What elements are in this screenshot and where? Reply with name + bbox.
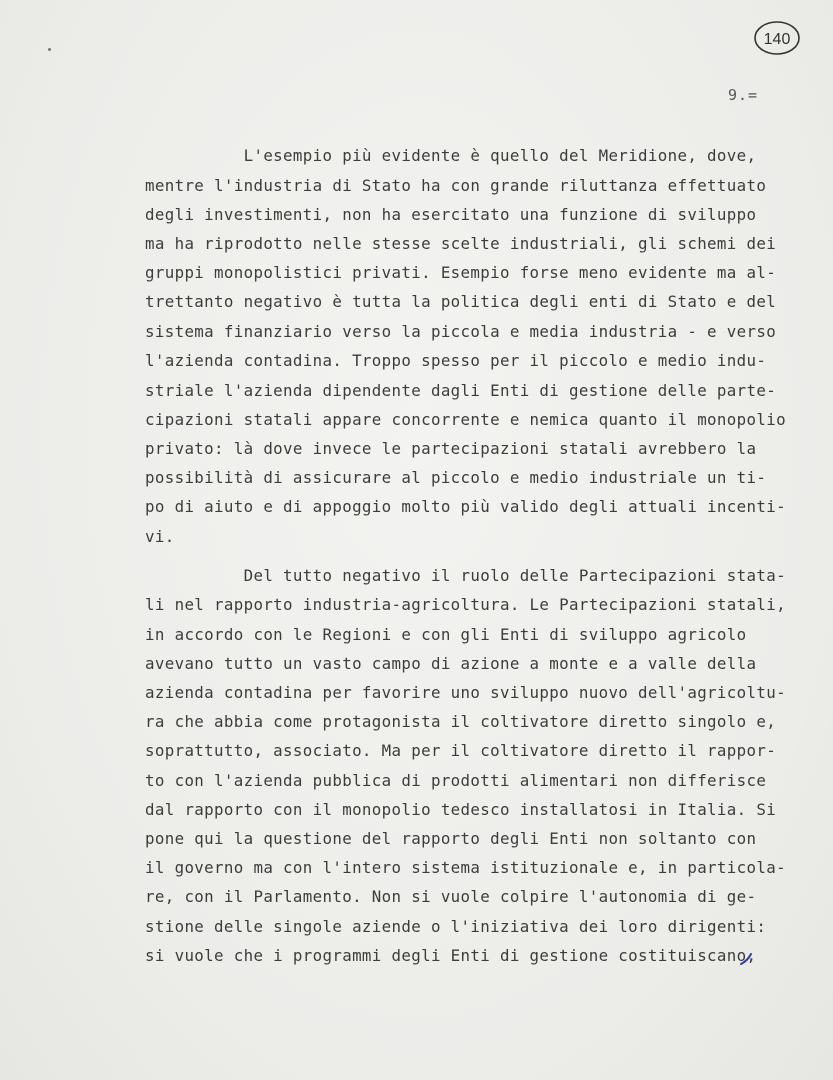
text-line: li nel rapporto industria-agricoltura. Le Partecipazioni statali,	[145, 595, 786, 614]
text-line: privato: là dove invece le partecipazioni statali avrebbero la	[145, 439, 757, 458]
text-line: avevano tutto un vasto campo di azione a monte e a valle della	[145, 654, 757, 673]
text-line: sistema finanziario verso la piccola e media industria - e verso	[145, 322, 777, 341]
text-line: ma ha riprodotto nelle stesse scelte industriali, gli schemi dei	[145, 234, 777, 253]
pen-mark-icon	[737, 950, 757, 970]
text-line: l'azienda contadina. Troppo spesso per il piccolo e medio indu-	[145, 351, 767, 370]
text-line: soprattutto, associato. Ma per il coltivatore diretto il rappor-	[145, 741, 777, 760]
text-line: re, con il Parlamento. Non si vuole colpire l'autonomia di ge-	[145, 887, 757, 906]
text-line: in accordo con le Regioni e con gli Enti di sviluppo agricolo	[145, 625, 747, 644]
text-line: trettanto negativo è tutta la politica degli enti di Stato e del	[145, 292, 777, 311]
text-line: po di aiuto e di appoggio molto più valido degli attuali incenti-	[145, 497, 786, 516]
text-line: dal rapporto con il monopolio tedesco installatosi in Italia. Si	[145, 800, 777, 819]
text-line: degli investimenti, non ha esercitato una funzione di sviluppo	[145, 205, 757, 224]
text-line: gruppi monopolistici privati. Esempio forse meno evidente ma al-	[145, 263, 777, 282]
text-line: si vuole che i programmi degli Enti di gestione costituiscano,	[145, 946, 757, 965]
text-line: striale l'azienda dipendente dagli Enti di gestione delle parte-	[145, 381, 777, 400]
text-line: pone qui la questione del rapporto degli Enti non soltanto con	[145, 829, 757, 848]
archive-stamp-number: 140	[763, 31, 791, 48]
text-line: Del tutto negativo il ruolo delle Partecipazioni stata-	[145, 566, 786, 585]
text-line: cipazioni statali appare concorrente e nemica quanto il monopolio	[145, 410, 786, 429]
text-line: L'esempio più evidente è quello del Meridione, dove,	[145, 146, 757, 165]
text-line: il governo ma con l'intero sistema istituzionale e, in particola-	[145, 858, 786, 877]
text-line: possibilità di assicurare al piccolo e medio industriale un ti-	[145, 468, 767, 487]
archive-stamp-icon	[752, 18, 802, 58]
paper-speck	[48, 48, 51, 51]
text-line: vi.	[145, 527, 175, 546]
text-line: to con l'azienda pubblica di prodotti alimentari non differisce	[145, 771, 767, 790]
page-number: 9.=	[728, 86, 759, 104]
text-line: azienda contadina per favorire uno sviluppo nuovo dell'agricoltu-	[145, 683, 786, 702]
text-line: ra che abbia come protagonista il coltivatore diretto singolo e,	[145, 712, 777, 731]
text-line: mentre l'industria di Stato ha con grande riluttanza effettuato	[145, 176, 767, 195]
text-line: stione delle singole aziende o l'iniziativa dei loro dirigenti:	[145, 917, 767, 936]
